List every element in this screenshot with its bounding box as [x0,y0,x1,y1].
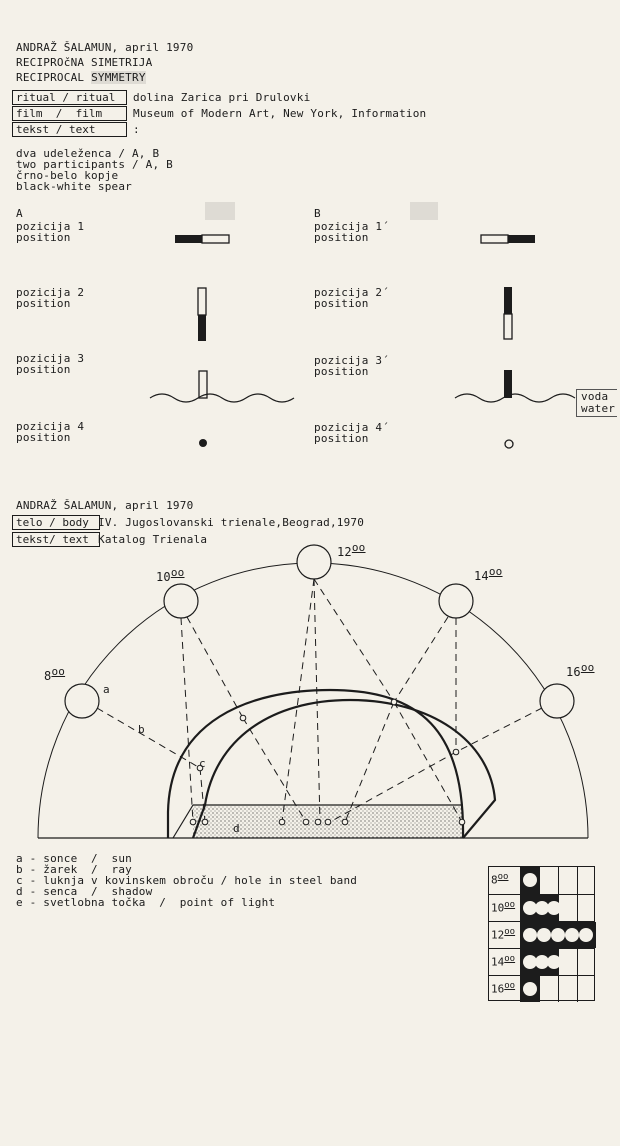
time-label-14 [474,566,503,582]
time-label-16 [566,662,595,678]
legend-a: a - sonce / sun [16,852,132,865]
grid-time-hour: 10 [491,901,505,915]
grid-time-sup: oo [504,954,516,964]
light-points-grid [488,866,595,1001]
legend-b: b - žarek / ray [16,863,132,876]
grid-light-dot [547,955,561,969]
section2-author-date: ANDRAŽ ŠALAMUN, april 1970 [16,499,194,512]
pos-a3-en: position [16,363,71,376]
grid-light-dot [537,928,551,942]
time-label-10-h: 10 [156,570,171,584]
pos-a2-en: position [16,297,71,310]
participants-line-2: two participants / A, B [16,158,173,171]
grid-time-label [491,954,515,969]
time-label-16-h: 16 [566,665,581,679]
grid-light-dot [551,928,565,942]
grid-light-dot [579,928,593,942]
grid-time-label [491,900,515,915]
ray [181,618,193,822]
grid-row [489,894,594,921]
pos-a4-sl: pozicija 4 [16,420,85,433]
legend-e: e - svetlobna točka / point of light [16,896,276,909]
col-b-heading: B [314,207,321,220]
participants-line-3: črno-belo kopje [16,169,119,182]
section2-value-body: IV. Jugoslovanski trienale,Beograd,1970 [98,516,365,529]
pos-b3-sl: pozicija 3´ [314,354,390,367]
light-point [342,819,348,825]
info-label-text: tekst / text [12,122,127,137]
grid-time-label [491,927,515,942]
ray [314,579,394,702]
participants-line-1: dva udeleženca / A, B [16,147,160,160]
grid-time-sup: oo [497,872,509,882]
pos-a2-sl: pozicija 2 [16,286,85,299]
pos-a3-sl: pozicija 3 [16,352,85,365]
marker-d: d [233,822,240,835]
grid-cell [558,976,577,1002]
pos-b1-sl: pozicija 1´ [314,220,390,233]
ray [97,708,200,768]
grid-cell [577,895,596,921]
time-label-12-sup: oo [351,541,366,554]
grid-row [489,948,594,975]
sun-12 [297,545,331,579]
pos-b3-en: position [314,365,369,378]
grid-cell [558,867,577,894]
grid-time-sup: oo [504,981,516,991]
marker-a: a [103,683,110,696]
time-label-8-sup: oo [51,665,66,678]
water-label-en: water [581,402,616,415]
section2-value-text: Katalog Trienala [98,533,208,546]
grid-cell [577,949,596,975]
grid-time-hour: 16 [491,982,505,996]
legend-d: d - senca / shadow [16,885,153,898]
light-point [279,819,285,825]
light-point [325,819,331,825]
pos-b2-en: position [314,297,369,310]
light-point [315,819,321,825]
marker-c: c [199,757,206,770]
grid-cell [539,867,558,894]
section2-label-text: tekst/ text [12,532,100,547]
light-point [202,819,208,825]
grid-time-sup: oo [504,927,516,937]
info-value-text: : [133,123,140,136]
time-label-14-h: 14 [474,569,489,583]
grid-time-hour: 12 [491,928,505,942]
time-label-12-h: 12 [337,545,352,559]
title-english-a: RECIPROCAL [16,71,92,84]
time-label-10 [156,567,185,583]
grid-time-label [491,872,508,887]
grid-cell [539,976,558,1002]
grid-time-hour: 8 [491,873,498,887]
light-point [459,819,465,825]
ray [282,579,314,822]
hole [453,749,459,755]
time-label-12 [337,542,366,558]
title-slovene: RECIPROčNA SIMETRIJA [16,56,153,69]
light-point [190,819,196,825]
ray [394,617,448,702]
grid-row [489,867,594,894]
hole [240,715,246,721]
hole [391,699,397,705]
pos-a4-en: position [16,431,71,444]
sun-8 [65,684,99,718]
col-a-heading: A [16,207,23,220]
marker-b: b [138,723,145,736]
ray [187,617,243,718]
time-label-16-sup: oo [580,661,595,674]
ray [345,702,394,822]
participants-line-4: black-white spear [16,180,132,193]
time-label-10-sup: oo [170,566,185,579]
grid-time-hour: 14 [491,955,505,969]
ray [314,579,320,822]
time-label-8 [44,666,65,682]
ray [456,708,542,752]
grid-time-label [491,981,515,996]
grid-light-dot [523,982,537,996]
time-label-14-sup: oo [488,565,503,578]
time-label-8-h: 8 [44,669,52,683]
legend-c: c - luknja v kovinskem obroču / hole in steel band [16,874,358,887]
sun-10 [164,584,198,618]
pos-b4-en: position [314,432,369,445]
grid-row [489,975,594,1002]
sky-arc [38,563,588,838]
info-value-film: Museum of Modern Art, New York, Information [133,107,427,120]
sun-14 [439,584,473,618]
pos-b1-en: position [314,231,369,244]
pos-b2-sl: pozicija 2´ [314,286,390,299]
grid-cell [577,867,596,894]
grid-light-dot [523,873,537,887]
grid-light-dot [523,928,537,942]
holes [197,699,459,771]
pos-a1-en: position [16,231,71,244]
info-label-film: film / film [12,106,127,121]
grid-time-sup: oo [504,900,516,910]
pos-b4-sl: pozicija 4´ [314,421,390,434]
light-point [303,819,309,825]
pos-a1-sl: pozicija 1 [16,220,85,233]
section2-label-body: telo / body [12,515,100,530]
title-english-b: SYMMETRY [91,71,146,84]
water-label-sl: voda [581,390,609,403]
grid-light-dot [565,928,579,942]
info-value-ritual: dolina Zarica pri Drulovki [133,91,311,104]
grid-cell [577,976,596,1002]
info-label-ritual: ritual / ritual [12,90,127,105]
grid-row [489,921,594,948]
author-date: ANDRAŽ ŠALAMUN, april 1970 [16,41,194,54]
grid-light-dot [547,901,561,915]
sun-16 [540,684,574,718]
